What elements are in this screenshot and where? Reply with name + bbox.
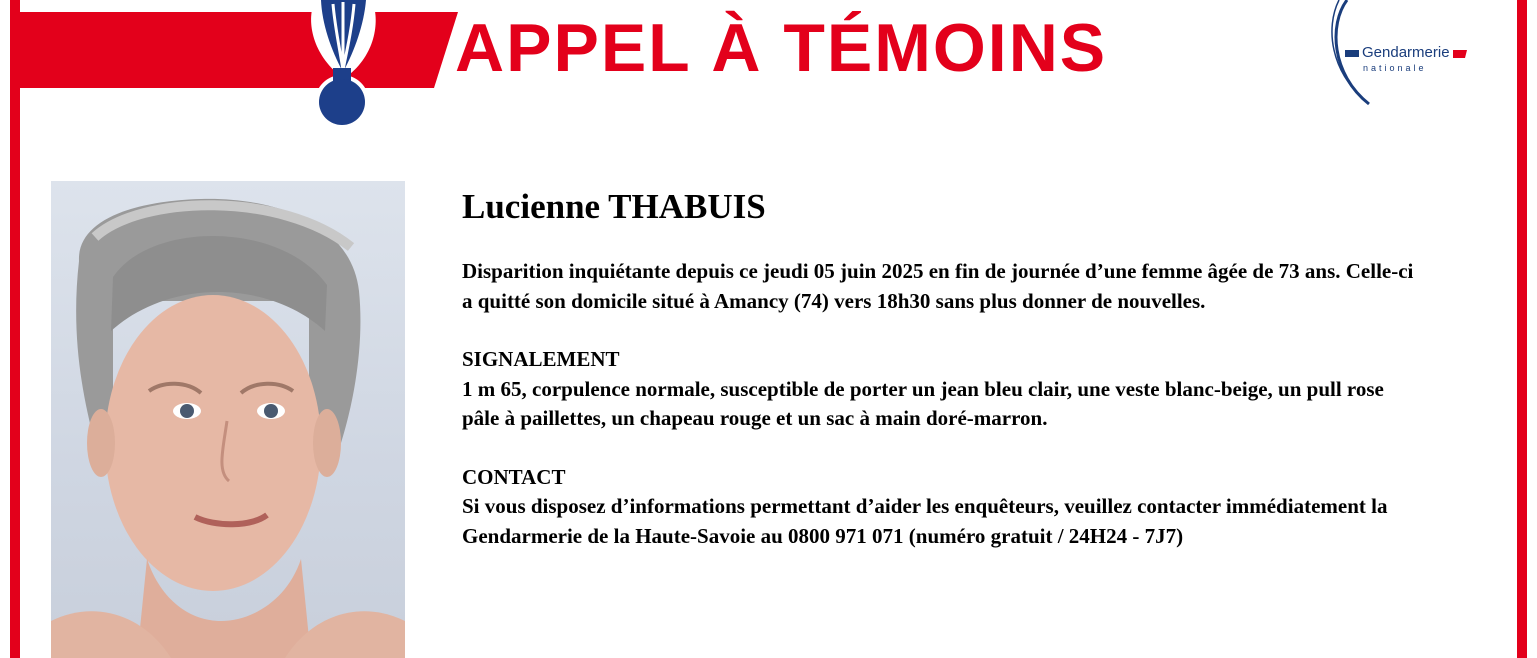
logo-text-nationale: nationale xyxy=(1363,63,1427,73)
signalement-text: 1 m 65, corpulence normale, susceptible de porter un jean bleu clair, une veste blanc-beige, un pull rose pâle à paillettes, un chapeau rouge et un sac à main doré-marron. xyxy=(462,376,1384,430)
logo-text-gendarmerie: Gendarmerie xyxy=(1362,44,1450,61)
banner-red-stripe xyxy=(10,12,458,88)
signalement-heading: SIGNALEMENT xyxy=(462,347,620,371)
portrait-photo xyxy=(51,181,405,658)
contact-heading: CONTACT xyxy=(462,464,566,489)
banner-stripe xyxy=(0,0,470,135)
contact-text: Si vous disposez d’informations permettant d’aider les enquêteurs, veuillez contacter immédiatement la Gendarmerie de la Haute-Savoie au 0800 971 071 (numéro gratuit / 24H24 - 7J7) xyxy=(462,494,1388,548)
notice-content xyxy=(462,188,1422,551)
page-title: APPEL À TÉMOINS xyxy=(455,10,1108,86)
frame-right-border xyxy=(1517,0,1527,658)
person-name: Lucienne THABUIS xyxy=(462,187,766,226)
disappearance-description: Disparition inquiétante depuis ce jeudi 05 juin 2025 en fin de journée d’une femme âgée de 73 ans. Celle-ci a quitté son domicile situé à Amancy (74) vers 18h30 sans plus donner de nouvelles. xyxy=(462,259,1414,313)
